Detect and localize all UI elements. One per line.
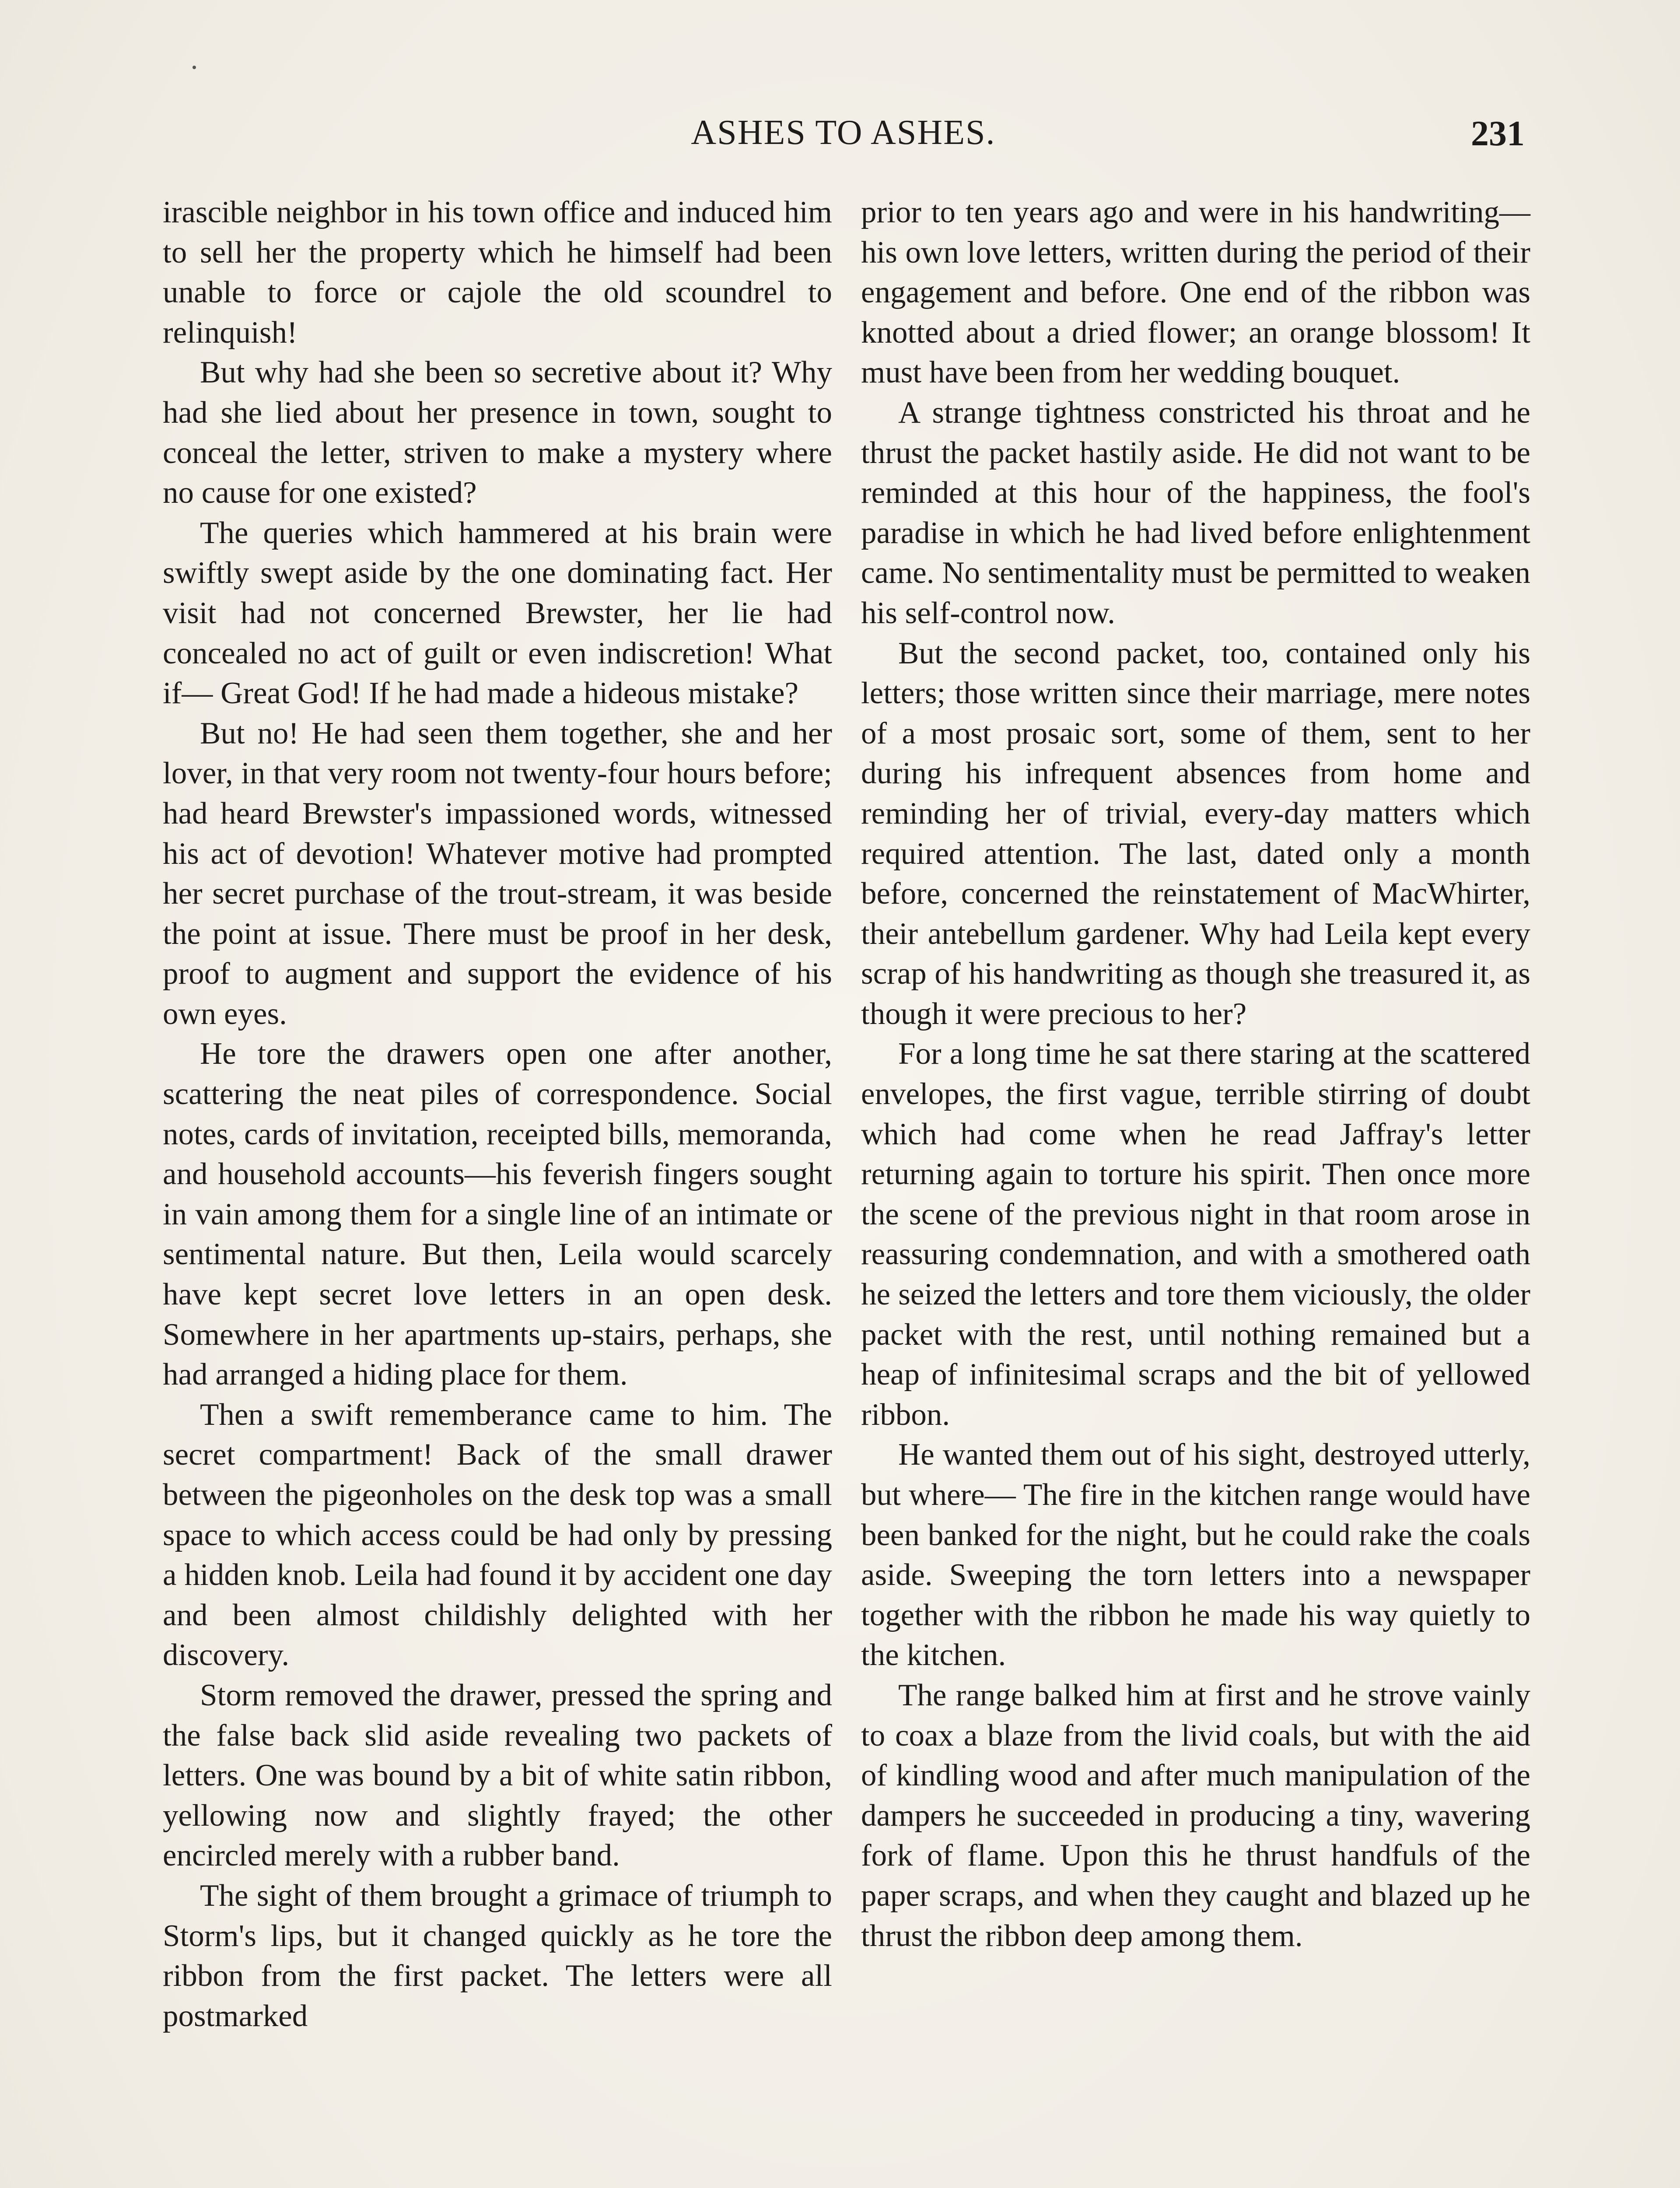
paragraph: He wanted them out of his sight, destroyed utterly, but where— The fire in the kitchen range would have been banked for the night, but he could rake the coals aside. Sweeping the torn letters into a newspaper together with the ribbon he made his way quietly to the kitchen. [861,1438,1530,1673]
paragraph: Then a swift rememberance came to him. The secret compartment! Back of the small drawer between the pigeonholes on the desk top was a small space to which access could be had only by pressing a hidden knob. Leila had found it by accident one day and been almost childishly delighted with her discovery. [163,1397,832,1673]
paragraph: The sight of them brought a grimace of triumph to Storm's lips, but it changed quickly as he tore the ribbon from the first packet. The letters were all postmarked [163,1878,832,2033]
paragraph: For a long time he sat there staring at the scattered envelopes, the first vague, terrible stirring of doubt which had come when he read Jaffray's letter returning again to torture his spirit. Then once more the scene of the previous night in that room arose in reassuring condemnation, and with a smothered oath he seized the letters and tore them viciously, the older packet with the rest, until nothing remained but a heap of infinitesimal scraps and the bit of yellowed ribbon. [861,1037,1530,1432]
paragraph: But the second packet, too, contained only his letters; those written since their marriage, mere notes of a most prosaic sort, some of them, sent to her during his infrequent absences from home and reminding her of trivial, every-day matters which required attention. The last, dated only a month before, concerned the reinstatement of MacWhirter, their antebellum gardener. Why had Leila kept every scrap of his handwriting as though she treasured it, as though it were precious to her? [861,636,1530,1031]
paragraph: But no! He had seen them together, she and her lover, in that very room not twenty-four hours before; had heard Brewster's impassioned words, witnessed his act of devotion! Whatever motive had prompted her secret purchase of the trout-stream, it was beside the point at issue. There must be proof in her desk, proof to augment and support the evidence of his own eyes. [163,716,832,1031]
paper-speck [192,66,196,69]
paragraph: He tore the drawers open one after another, scattering the neat piles of correspondence. Social notes, cards of invitation, receipted bills, memoranda, and household accounts—his feverish fingers sought in vain among them for a single line of an intimate or sentimental nature. But then, Leila would scarcely have kept secret love letters in an open desk. Somewhere in her apartments up-stairs, perhaps, she had arranged a hiding place for them. [163,1037,832,1392]
right-text-column [861,193,1530,1956]
paragraph: prior to ten years ago and were in his handwriting—his own love letters, written during the period of their engagement and before. One end of the ribbon was knotted about a dried flower; an orange blossom! It must have been from her wedding bouquet. [861,195,1530,390]
page-number: 231 [1471,113,1525,153]
running-title: ASHES TO ASHES. [691,113,996,152]
left-text-column [163,193,832,2036]
paragraph: A strange tightness constricted his throat and he thrust the packet hastily aside. He did not want to be reminded at this hour of the happiness, the fool's paradise in which he had lived before enlightenment came. No sentimentality must be permitted to weaken his self-control now. [861,395,1531,630]
paragraph: irascible neighbor in his town office and induced him to sell her the property which he himself had been unable to force or cajole the old scoundrel to relinquish! [163,195,832,350]
paragraph: But why had she been so secretive about it? Why had she lied about her presence in town, sought to conceal the letter, striven to make a mystery where no cause for one existed? [163,355,832,510]
paragraph: The range balked him at first and he strove vainly to coax a blaze from the livid coals, but with the aid of kindling wood and after much manipulation of the dampers he succeeded in producing a tiny, wavering fork of flame. Upon this he thrust handfuls of the paper scraps, and when they caught and blazed up he thrust the ribbon deep among them. [861,1678,1530,1953]
page-header [162,113,1525,161]
paragraph: Storm removed the drawer, pressed the spring and the false back slid aside revealing two packets of letters. One was bound by a bit of white satin ribbon, yellowing now and slightly frayed; the other encircled merely with a rubber band. [163,1678,832,1873]
paragraph: The queries which hammered at his brain were swiftly swept aside by the one dominating fact. Her visit had not concerned Brewster, her lie had concealed no act of guilt or even indiscretion! What if— Great God! If he had made a hideous mistake? [163,515,832,711]
